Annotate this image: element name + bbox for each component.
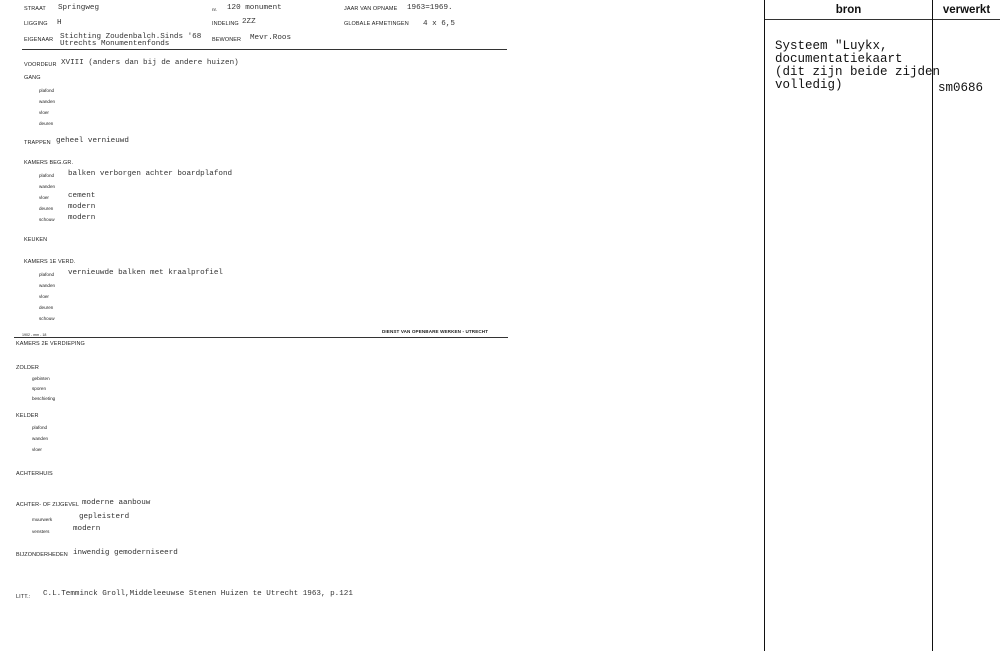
table-column-divider	[932, 0, 933, 651]
bron-line-2: documentatiekaart	[775, 52, 903, 66]
straat-value: Springweg	[58, 4, 100, 12]
zolder-beschieting: beschieting	[32, 396, 56, 401]
bijzonderheden-label: BIJZONDERHEDEN	[16, 552, 68, 558]
vensters-label: vensters	[32, 529, 50, 534]
bron-line-1: Systeem "Luykx,	[775, 39, 888, 53]
kamers-1e-wanden-label: wanden	[39, 283, 56, 288]
kamers-beg-plafond-label: plafond	[39, 173, 55, 178]
nr-label: nr.	[212, 7, 218, 12]
kelder-wanden: wanden	[32, 436, 49, 441]
kamers-1e-schouw-label: schouw	[39, 316, 55, 321]
muurwerk-value: gepleisterd	[79, 513, 130, 521]
trappen-value: geheel vernieuwd	[56, 137, 129, 145]
nr-value: 120 monument	[227, 4, 282, 12]
zolder-sporen: sporen	[32, 386, 47, 391]
kamers-beg-schouw-value: modern	[68, 214, 96, 222]
bron-line-4: volledig)	[775, 78, 843, 92]
kamers-beg-vloer-label: vloer	[39, 195, 49, 200]
gang-plafond: plafond	[39, 88, 55, 93]
jaar-value: 1963=1969.	[407, 4, 453, 12]
afmetingen-label: GLOBALE AFMETINGEN	[344, 21, 409, 27]
footer-code: 1902 - mm - 18	[22, 333, 47, 337]
gang-wanden: wanden	[39, 99, 56, 104]
kamers-beg-deuren-label: deuren	[39, 206, 54, 211]
keuken-label: KEUKEN	[24, 237, 48, 243]
litt-value: C.L.Temminck Groll,Middeleeuwse Stenen Huizen te Utrecht 1963, p.121	[43, 590, 353, 598]
ligging-value: H	[57, 19, 62, 27]
bron-header: bron	[835, 4, 862, 16]
bewoner-label: BEWONER	[212, 37, 242, 43]
card-split-line	[14, 337, 508, 338]
kamers-beg-wanden-label: wanden	[39, 184, 56, 189]
kamers-beg-vloer-value: cement	[68, 192, 96, 200]
kamers-1e-plafond-value: vernieuwde balken met kraalprofiel	[68, 269, 223, 277]
eigenaar-label: EIGENAAR	[24, 37, 54, 43]
kelder-label: KELDER	[16, 413, 39, 419]
eigenaar-value-line2: Utrechts Monumentenfonds	[60, 40, 170, 48]
kamers-2e-label: KAMERS 2E VERDIEPING	[16, 341, 85, 347]
gang-deuren: deuren	[39, 121, 54, 126]
litt-label: LITT.:	[16, 594, 31, 600]
jaar-label: JAAR VAN OPNAME	[344, 6, 398, 12]
ligging-label: LIGGING	[24, 21, 48, 27]
muurwerk-label: muurwerk	[32, 517, 53, 522]
afmetingen-value: 4 x 6,5	[423, 20, 455, 28]
kamers-1e-label: KAMERS 1E VERD.	[24, 259, 76, 265]
straat-label: STRAAT	[24, 6, 46, 12]
kamers-beg-deuren-value: modern	[68, 203, 96, 211]
kelder-plafond: plafond	[32, 425, 48, 430]
voordeur-label: VOORDEUR	[24, 62, 57, 68]
footer-dienst: DIENST VAN OPENBARE WERKEN - UTRECHT	[382, 329, 489, 334]
trappen-label: TRAPPEN	[24, 140, 51, 146]
kamers-1e-vloer-label: vloer	[39, 294, 49, 299]
eigenaar-value-line1: Stichting Zoudenbalch.Sinds '68	[60, 33, 202, 41]
kamers-beg-label: KAMERS BEG.GR.	[24, 160, 74, 166]
verwerkt-value: sm0686	[938, 81, 984, 95]
gang-label: GANG	[24, 75, 41, 81]
bewoner-value: Mevr.Roos	[250, 34, 292, 42]
kamers-beg-plafond-value: balken verborgen achter boardplafond	[68, 170, 233, 178]
bijzonderheden-value: inwendig gemoderniseerd	[73, 549, 178, 557]
gang-vloer: vloer	[39, 110, 49, 115]
table-left-border	[764, 0, 765, 651]
zolder-label: ZOLDER	[16, 365, 39, 371]
kamers-beg-schouw-label: schouw	[39, 217, 55, 222]
indeling-value: 2ZZ	[242, 18, 256, 26]
kelder-vloer: vloer	[32, 447, 42, 452]
kamers-1e-deuren-label: deuren	[39, 305, 54, 310]
bron-line-3: (dit zijn beide zijden	[775, 65, 941, 79]
achtergevel-label: ACHTER- OF ZIJGEVEL	[16, 502, 80, 508]
achterhuis-label: ACHTERHUIS	[16, 471, 53, 477]
header-divider	[22, 49, 507, 50]
zolder-gebinten: gebinten	[32, 376, 50, 381]
voordeur-value: XVIII (anders dan bij de andere huizen)	[61, 59, 239, 67]
indeling-label: INDELING	[212, 21, 239, 27]
verwerkt-header: verwerkt	[942, 4, 991, 16]
achtergevel-value: moderne aanbouw	[82, 499, 151, 507]
kamers-1e-plafond-label: plafond	[39, 272, 55, 277]
vensters-value: modern	[73, 525, 101, 533]
